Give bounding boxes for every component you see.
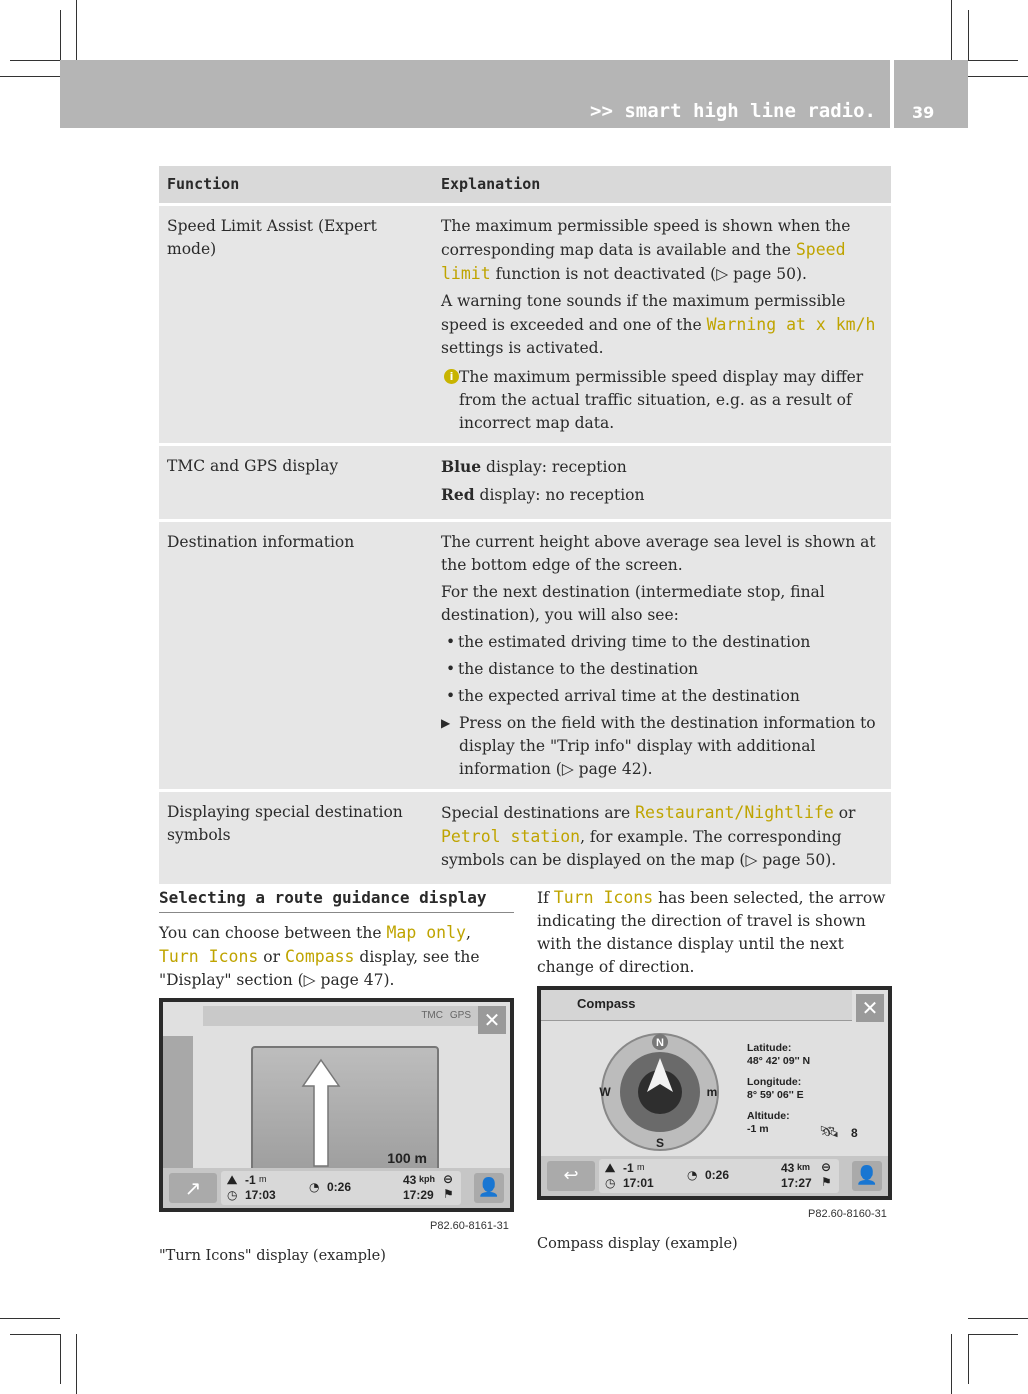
list-item: • the estimated driving time to the destination (441, 631, 883, 654)
distance-value: 43 (403, 1173, 417, 1187)
minus-icon: ⊖ (443, 1172, 454, 1186)
marker-label: m (706, 1085, 718, 1099)
paragraph (159, 921, 514, 992)
right-column (537, 886, 893, 979)
distance-value: 43 (781, 1161, 795, 1175)
compass-screen (541, 990, 888, 1196)
arrow-up-icon (301, 1058, 341, 1168)
ui-term: Turn Icons (553, 888, 654, 907)
distance-unit: km (797, 1162, 811, 1172)
stopwatch-icon: ◔ (687, 1168, 698, 1182)
current-time: 17:03 (245, 1188, 276, 1202)
paragraph (441, 455, 883, 479)
image-code: P82.60-8161-31 (430, 1220, 509, 1232)
page-header (60, 60, 890, 128)
text: display, see the "Display" section (▷ page 47). (159, 948, 480, 989)
table-row (159, 205, 891, 445)
destination-info-field[interactable] (599, 1159, 839, 1193)
paragraph (441, 801, 883, 872)
text: or (833, 804, 856, 822)
explanation-cell (433, 521, 891, 791)
paragraph (537, 886, 893, 979)
text: If (537, 889, 554, 907)
section-heading: Selecting a route guidance display (159, 886, 514, 913)
ui-term: Turn Icons (159, 947, 259, 966)
latitude-value: 48° 42' 09'' N (747, 1055, 811, 1067)
text: or (258, 948, 285, 966)
crop-mark (60, 1334, 61, 1384)
distance-unit: kph (419, 1174, 436, 1184)
crop-mark (0, 1318, 60, 1319)
altitude-value: -1 (623, 1161, 634, 1175)
function-cell: Displaying special destination symbols (159, 791, 433, 886)
coordinates-panel (747, 1042, 810, 1136)
left-column (159, 886, 514, 992)
crop-mark (0, 76, 60, 77)
text: function is not deactivated (▷ page 50). (490, 265, 807, 283)
crop-mark (951, 1334, 952, 1394)
image-caption: "Turn Icons" display (example) (159, 1248, 386, 1264)
ui-term: Speed limit (441, 240, 846, 283)
text: display: reception (481, 458, 627, 476)
close-icon[interactable]: ✕ (478, 1006, 506, 1034)
list-item: • the expected arrival time at the destination (441, 685, 883, 708)
altitude-value: -1 m (747, 1123, 769, 1135)
crop-mark (10, 60, 60, 61)
paragraph: For the next destination (intermediate stop, final destination), you will also see: (441, 583, 825, 624)
image-caption: Compass display (example) (537, 1236, 738, 1252)
crop-mark (968, 1334, 969, 1384)
crop-mark (76, 1334, 77, 1394)
tmc-label: TMC (421, 1010, 443, 1021)
compass-screenshot (537, 986, 892, 1200)
note-text: The maximum permissible speed display may differ from the actual traffic situation, e.g. as a result of incorrect map data. (459, 368, 864, 432)
text: display: no reception (474, 486, 645, 504)
person-icon[interactable]: 👤 (852, 1161, 882, 1191)
crop-mark (60, 10, 61, 60)
paragraph (441, 215, 883, 286)
header-title: >> smart high line radio. (590, 100, 876, 122)
current-time: 17:01 (623, 1176, 654, 1190)
text: The maximum permissible speed is shown when the corresponding map data is available and the (441, 217, 851, 259)
turn-icons-screenshot (159, 998, 514, 1212)
crop-mark (968, 1334, 1018, 1335)
turn-panel (251, 1046, 439, 1174)
arrival-time: 17:27 (781, 1176, 812, 1190)
red-label: Red (441, 485, 475, 504)
function-cell: Destination information (159, 521, 433, 791)
bottom-bar (163, 1168, 510, 1208)
clock-icon: ◷ (227, 1188, 238, 1202)
crop-mark (968, 10, 969, 60)
close-icon[interactable]: ✕ (856, 994, 884, 1022)
compass-title-bar (541, 990, 852, 1021)
satellite-count: 8 (851, 1126, 858, 1140)
page-number: 39 (912, 103, 935, 122)
crop-mark (951, 0, 952, 60)
text: A warning tone sounds if the maximum permissible speed is exceeded and one of the (441, 292, 846, 334)
image-code: P82.60-8160-31 (808, 1208, 887, 1220)
stopwatch-icon: ◔ (309, 1180, 320, 1194)
info-note (441, 366, 883, 435)
blue-label: Blue (441, 457, 482, 476)
paragraph: The current height above average sea level is shown at the bottom edge of the screen. (441, 533, 876, 574)
ui-term: Compass (284, 947, 355, 966)
instruction-step: ▶ Press on the field with the destination information to display the "Trip info" display with additional information (▷ page 42). (441, 712, 883, 781)
ui-term: Restaurant/Nightlife (635, 803, 834, 822)
table-row (159, 445, 891, 521)
turn-icons-screen (163, 1002, 510, 1208)
explanation-cell (433, 445, 891, 521)
table-row (159, 791, 891, 886)
crop-mark (76, 0, 77, 60)
text: has been selected, the arrow indicating the direction of travel is shown with the distance display until the next change of direction. (537, 889, 886, 976)
explanation-cell (433, 205, 891, 445)
ui-term: Petrol station (441, 827, 581, 846)
satellite-icon: 🛰 (819, 1122, 840, 1141)
crop-mark (968, 60, 1018, 61)
col-function: Function (159, 166, 433, 205)
north-label: N (656, 1037, 664, 1049)
function-cell: TMC and GPS display (159, 445, 433, 521)
crop-mark (968, 76, 1028, 77)
text: You can choose between the (159, 924, 387, 942)
mountain-icon: ⛰ (605, 1161, 616, 1175)
west-label: W (599, 1085, 611, 1099)
longitude-value: 8° 59' 06'' E (747, 1089, 804, 1101)
status-bar (203, 1006, 479, 1026)
bottom-bar (541, 1156, 888, 1196)
crop-mark (968, 1318, 1028, 1319)
drive-time: 0:26 (327, 1180, 352, 1194)
turn-arrow-button[interactable]: ↗ (169, 1173, 217, 1203)
table-header-row (159, 166, 891, 205)
altitude-unit: m (259, 1174, 267, 1184)
altitude-label: Altitude: (747, 1110, 790, 1122)
explanation-cell (433, 791, 891, 886)
ui-term: Warning at x km/h (706, 315, 876, 334)
flag-icon: ⚑ (443, 1187, 454, 1201)
crop-mark (10, 1334, 60, 1335)
paragraph (441, 290, 883, 360)
bullet-list (441, 631, 883, 708)
person-icon[interactable]: 👤 (474, 1173, 504, 1203)
arrival-time: 17:29 (403, 1188, 434, 1202)
destination-info-field[interactable] (221, 1171, 461, 1205)
col-explanation: Explanation (433, 166, 891, 205)
distance-label: 100 m (387, 1150, 427, 1166)
table-row (159, 521, 891, 791)
left-panel (163, 1036, 193, 1172)
paragraph (441, 483, 883, 507)
mountain-icon: ⛰ (227, 1173, 238, 1187)
drive-time: 0:26 (705, 1168, 730, 1182)
list-item: • the distance to the destination (441, 658, 883, 681)
function-table (159, 166, 891, 887)
altitude-value: -1 (245, 1173, 256, 1187)
minus-icon: ⊖ (821, 1160, 832, 1174)
info-icon: i (444, 369, 459, 384)
compass-dial (595, 1032, 725, 1152)
latitude-label: Latitude: (747, 1042, 792, 1054)
altitude-unit: m (637, 1162, 645, 1172)
longitude-label: Longitude: (747, 1076, 802, 1088)
ui-term: Map only (386, 923, 466, 942)
back-icon[interactable]: ↩ (547, 1161, 595, 1191)
text: , for example. The corresponding symbols can be displayed on the map (▷ page 50). (441, 828, 842, 869)
flag-icon: ⚑ (821, 1175, 832, 1189)
compass-title: Compass (577, 996, 636, 1011)
page-number-box (894, 60, 968, 128)
south-label: S (655, 1136, 665, 1150)
text: Special destinations are (441, 804, 636, 822)
text: , (465, 924, 471, 942)
text: settings is activated. (441, 339, 604, 357)
gps-label: GPS (449, 1010, 471, 1021)
clock-icon: ◷ (605, 1176, 616, 1190)
function-cell: Speed Limit Assist (Expert mode) (159, 205, 433, 445)
